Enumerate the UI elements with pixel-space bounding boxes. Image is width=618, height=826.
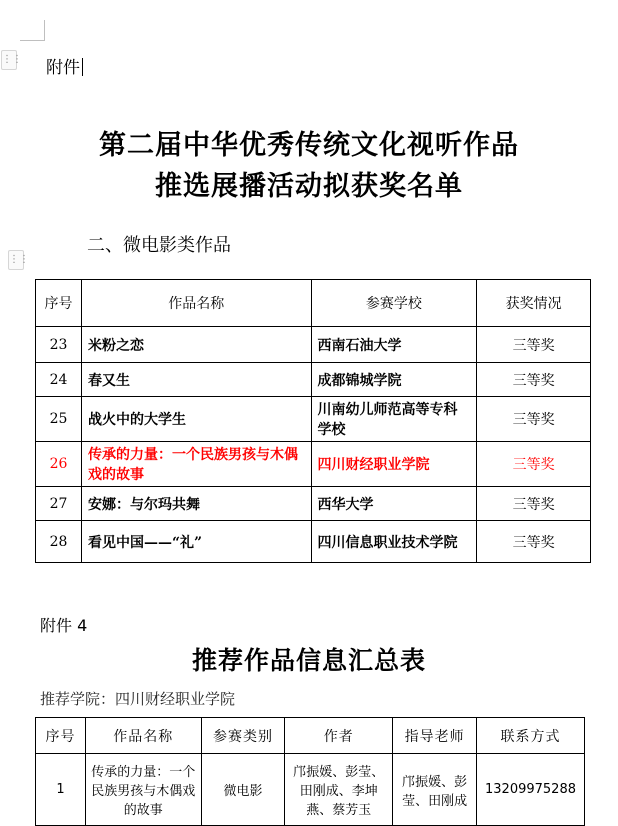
page-corner-mark bbox=[20, 20, 45, 41]
row-work: 春又生 bbox=[81, 363, 311, 397]
header-work: 作品名称 bbox=[81, 280, 311, 327]
header-advisors: 指导老师 bbox=[393, 718, 477, 754]
header-award: 获奖情况 bbox=[477, 280, 591, 327]
row-no: 23 bbox=[36, 327, 82, 363]
header-no: 序号 bbox=[36, 280, 82, 327]
row-work: 看见中国——“礼” bbox=[81, 521, 311, 563]
award-table bbox=[35, 279, 591, 563]
header-authors: 作者 bbox=[285, 718, 393, 754]
table-header-row bbox=[36, 718, 585, 754]
row-award: 三等奖 bbox=[477, 487, 591, 521]
table-row bbox=[36, 521, 591, 563]
row-school: 川南幼儿师范高等专科学校 bbox=[311, 397, 477, 442]
header-category: 参赛类别 bbox=[201, 718, 285, 754]
row-work: 传承的力量：一个民族男孩与木偶戏的故事 bbox=[81, 442, 311, 487]
summary-table bbox=[35, 717, 585, 826]
table-header-row bbox=[36, 280, 591, 327]
drag-handle-icon[interactable]: ⋮⋮ bbox=[1, 50, 17, 70]
section-heading: 二、微电影类作品 bbox=[87, 235, 231, 256]
row-no: 1 bbox=[36, 754, 86, 826]
table-row bbox=[36, 327, 591, 363]
row-school: 四川财经职业学院 bbox=[311, 442, 477, 487]
row-school: 成都锦城学院 bbox=[311, 363, 477, 397]
header-work: 作品名称 bbox=[85, 718, 201, 754]
row-award: 三等奖 bbox=[477, 363, 591, 397]
row-no: 26 bbox=[36, 442, 82, 487]
row-authors: 邝振媛、彭莹、田刚成、李坤燕、蔡芳玉 bbox=[285, 754, 393, 826]
table-row bbox=[36, 363, 591, 397]
row-no: 24 bbox=[36, 363, 82, 397]
attachment-label: 附件 bbox=[46, 53, 83, 78]
row-school: 西华大学 bbox=[311, 487, 477, 521]
header-contact: 联系方式 bbox=[477, 718, 585, 754]
table-row bbox=[36, 487, 591, 521]
text-cursor bbox=[82, 58, 83, 76]
row-no: 27 bbox=[36, 487, 82, 521]
header-no: 序号 bbox=[36, 718, 86, 754]
header-school: 参赛学校 bbox=[311, 280, 477, 327]
row-no: 25 bbox=[36, 397, 82, 442]
row-award: 三等奖 bbox=[477, 521, 591, 563]
row-school: 西南石油大学 bbox=[311, 327, 477, 363]
row-work: 战火中的大学生 bbox=[81, 397, 311, 442]
table-row-highlighted bbox=[36, 442, 591, 487]
attachment-4-label: 附件 4 bbox=[40, 616, 88, 635]
recommending-school: 推荐学院：四川财经职业学院 bbox=[40, 690, 236, 708]
row-work: 传承的力量：一个民族男孩与木偶戏的故事 bbox=[85, 754, 201, 826]
row-award: 三等奖 bbox=[477, 442, 591, 487]
drag-handle-icon[interactable]: ⋮⋮ bbox=[8, 250, 24, 270]
document-title-line-2: 推选展播活动拟获奖名单 bbox=[155, 171, 463, 202]
row-school: 四川信息职业技术学院 bbox=[311, 521, 477, 563]
row-work: 米粉之恋 bbox=[81, 327, 311, 363]
row-award: 三等奖 bbox=[477, 397, 591, 442]
document-title-line-1: 第二届中华优秀传统文化视听作品 bbox=[99, 130, 519, 161]
row-contact: 13209975288 bbox=[477, 754, 585, 826]
table-row bbox=[36, 754, 585, 826]
row-category: 微电影 bbox=[201, 754, 285, 826]
table-row bbox=[36, 397, 591, 442]
row-no: 28 bbox=[36, 521, 82, 563]
summary-table-title: 推荐作品信息汇总表 bbox=[191, 646, 426, 675]
row-work: 安娜：与尔玛共舞 bbox=[81, 487, 311, 521]
row-award: 三等奖 bbox=[477, 327, 591, 363]
row-advisors: 邝振媛、彭莹、田刚成 bbox=[393, 754, 477, 826]
